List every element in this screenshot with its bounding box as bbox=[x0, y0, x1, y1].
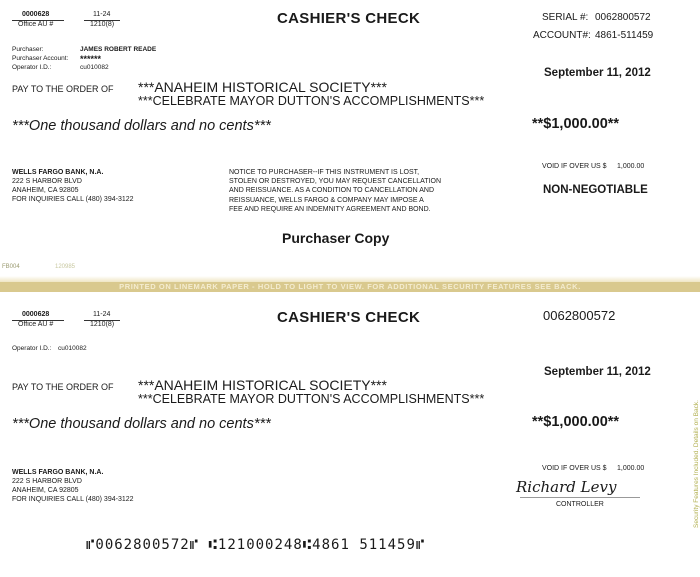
security-band bbox=[0, 282, 700, 292]
notice-line: REISSUANCE, WELLS FARGO & COMPANY MAY IMPOSE A bbox=[229, 196, 424, 204]
bank-block bbox=[12, 468, 134, 504]
notice-line: STOLEN OR DESTROYED, YOU MAY REQUEST CANCELLATION bbox=[229, 178, 441, 186]
bank-address-2: ANAHEIM, CA 92805 bbox=[12, 187, 79, 194]
bank-address-1: 222 S HARBOR BLVD bbox=[12, 178, 82, 185]
routing-fraction-top: 11-24 bbox=[93, 311, 111, 318]
void-amount: 1,000.00 bbox=[617, 465, 645, 472]
bank-inquiries: FOR INQUIRIES CALL (480) 394-3122 bbox=[12, 196, 134, 203]
controller-signature: Richard Levy bbox=[516, 478, 617, 496]
bank-inquiries: FOR INQUIRIES CALL (480) 394-3122 bbox=[12, 496, 134, 503]
office-number: 0000628 bbox=[22, 311, 50, 318]
routing-fraction-bottom: 1210(8) bbox=[90, 21, 115, 28]
copy-label: Purchaser Copy bbox=[282, 230, 390, 246]
purchaser-account-label: Purchaser Account: bbox=[12, 55, 69, 62]
amount-in-words: ***One thousand dollars and no cents*** bbox=[12, 416, 271, 432]
form-code: FB004 bbox=[2, 264, 20, 270]
bank-block bbox=[12, 168, 134, 204]
check-title: CASHIER'S CHECK bbox=[277, 10, 421, 27]
check-date: September 11, 2012 bbox=[544, 67, 651, 79]
payee-line-1: ***ANAHEIM HISTORICAL SOCIETY*** bbox=[138, 377, 387, 393]
office-label: Office AU # bbox=[18, 21, 54, 28]
purchaser-label: Purchaser: bbox=[12, 46, 44, 53]
serial-number: 0062800572 bbox=[543, 308, 616, 323]
bank-name: WELLS FARGO BANK, N.A. bbox=[12, 169, 104, 176]
security-band-text: PRINTED ON LINEMARK PAPER - HOLD TO LIGHT TO VIEW. FOR ADDITIONAL SECURITY FEATURES SEE BACK. bbox=[119, 282, 581, 291]
check-title: CASHIER'S CHECK bbox=[277, 309, 421, 326]
operator-id: cu010082 bbox=[58, 345, 87, 352]
purchaser-notice bbox=[229, 168, 441, 214]
signature-title: CONTROLLER bbox=[556, 501, 604, 508]
operator-id: cu010082 bbox=[80, 64, 109, 71]
payee-line-2: ***CELEBRATE MAYOR DUTTON'S ACCOMPLISHMENTS*** bbox=[138, 94, 485, 108]
notice-line: NOTICE TO PURCHASER--IF THIS INSTRUMENT IS LOST, bbox=[229, 169, 420, 176]
non-negotiable-label: NON-NEGOTIABLE bbox=[543, 184, 648, 196]
account-label: ACCOUNT#: bbox=[533, 30, 591, 41]
form-code-secondary: 120985 bbox=[55, 264, 76, 270]
bank-name: WELLS FARGO BANK, N.A. bbox=[12, 469, 104, 476]
operator-label: Operator I.D.: bbox=[12, 64, 52, 71]
security-side-text: Security Features Included. Details on Back. bbox=[693, 400, 700, 528]
void-label: VOID IF OVER US $ bbox=[542, 163, 607, 170]
purchaser-name: JAMES ROBERT READE bbox=[80, 46, 157, 53]
bank-address-2: ANAHEIM, CA 92805 bbox=[12, 487, 79, 494]
office-number: 0000628 bbox=[22, 11, 50, 18]
amount: **$1,000.00** bbox=[532, 414, 620, 430]
signature-line bbox=[520, 497, 640, 498]
amount-in-words: ***One thousand dollars and no cents*** bbox=[12, 118, 271, 134]
routing-fraction-top: 11-24 bbox=[93, 11, 111, 18]
pay-to-label: PAY TO THE ORDER OF bbox=[12, 382, 114, 392]
amount: **$1,000.00** bbox=[532, 116, 620, 132]
operator-label: Operator I.D.: bbox=[12, 345, 52, 352]
routing-fraction-bottom: 1210(8) bbox=[90, 321, 115, 328]
void-label: VOID IF OVER US $ bbox=[542, 465, 607, 472]
notice-line: FEE AND REQUIRE AN INDEMNITY AGREEMENT AND BOND. bbox=[229, 205, 431, 213]
office-label: Office AU # bbox=[18, 321, 54, 328]
notice-line: AND REISSUANCE. AS A CONDITION TO CANCELLATION AND bbox=[229, 187, 434, 195]
check-date: September 11, 2012 bbox=[544, 366, 651, 378]
bank-address-1: 222 S HARBOR BLVD bbox=[12, 478, 82, 485]
purchaser-account-masked: ****** bbox=[80, 54, 102, 64]
void-amount: 1,000.00 bbox=[617, 163, 645, 170]
payee-line-2: ***CELEBRATE MAYOR DUTTON'S ACCOMPLISHMENTS*** bbox=[138, 392, 485, 406]
security-side-strip bbox=[683, 340, 700, 530]
serial-number: 0062800572 bbox=[595, 12, 651, 23]
serial-label: SERIAL #: bbox=[542, 12, 589, 23]
micr-line: ⑈0062800572⑈ ⑆121000248⑆4861 511459⑈ bbox=[86, 537, 426, 553]
payee-line-1: ***ANAHEIM HISTORICAL SOCIETY*** bbox=[138, 79, 387, 95]
account-number: 4861-511459 bbox=[595, 30, 654, 41]
pay-to-label: PAY TO THE ORDER OF bbox=[12, 84, 114, 94]
